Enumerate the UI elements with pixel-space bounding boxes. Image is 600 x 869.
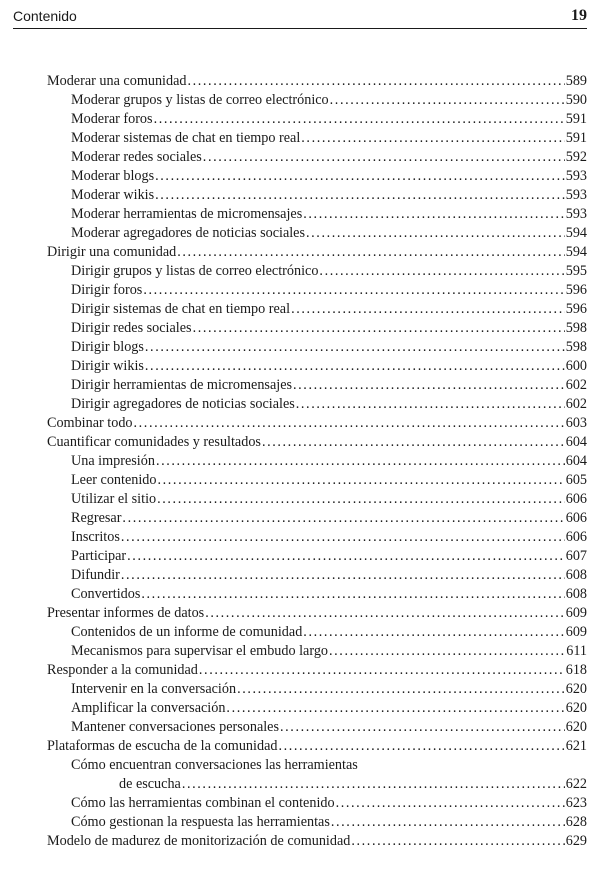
dot-leader <box>177 243 564 262</box>
toc-entry <box>47 718 587 737</box>
toc-entry-title: Contenidos de un informe de comunidad <box>71 624 303 640</box>
toc-entry <box>47 414 587 433</box>
toc-entry <box>47 585 587 604</box>
toc-entry-title: Presentar informes de datos <box>47 605 205 621</box>
toc-entry-page-number: 608 <box>565 586 587 602</box>
toc-entry <box>47 167 587 186</box>
dot-leader <box>121 528 565 547</box>
toc-entry-title: Una impresión <box>71 453 155 469</box>
dot-leader <box>155 186 565 205</box>
toc-entry <box>47 547 587 566</box>
toc-entry <box>47 813 587 832</box>
toc-entry-title: Moderar wikis <box>71 187 155 203</box>
toc-entry <box>47 205 587 224</box>
toc-entry <box>47 243 587 262</box>
dot-leader <box>127 547 565 566</box>
toc-entry <box>47 91 587 110</box>
toc-entry-title: Cómo las herramientas combinan el contenido <box>71 795 335 811</box>
toc-entry-title: Moderar una comunidad <box>47 73 187 89</box>
toc-entry-title: Difundir <box>71 567 120 583</box>
toc-entry-title: Moderar grupos y listas de correo electrónico <box>71 92 329 108</box>
toc-entry <box>47 395 587 414</box>
toc-entry-page-number: 602 <box>565 377 587 393</box>
toc-entry-title: Dirigir foros <box>71 282 143 298</box>
toc-entry-title: Moderar blogs <box>71 168 155 184</box>
toc-entry-page-number: 622 <box>565 776 587 792</box>
dot-leader <box>145 357 565 376</box>
toc-entry <box>47 680 587 699</box>
toc-entry-page-number: 607 <box>565 548 587 564</box>
toc-entry <box>47 338 587 357</box>
toc-entry-page-number: 604 <box>565 434 587 450</box>
toc-entry-title: Dirigir una comunidad <box>47 244 177 260</box>
dot-leader <box>154 110 565 129</box>
toc-entry-page-number: 628 <box>565 814 587 830</box>
toc-entry-page-number: 606 <box>565 510 587 526</box>
toc-entry-page-number: 590 <box>565 92 587 108</box>
toc-entry-page-number: 623 <box>565 795 587 811</box>
toc-entry <box>47 262 587 281</box>
toc-entry-page-number: 589 <box>565 73 587 89</box>
toc-entry-title: Mecanismos para supervisar el embudo largo <box>71 643 329 659</box>
toc-entry <box>47 319 587 338</box>
toc-entry-page-number: 593 <box>565 206 587 222</box>
toc-entry-title: Cómo encuentran conversaciones las herramientas <box>71 757 358 773</box>
toc-entry <box>47 756 587 794</box>
toc-entry <box>47 832 587 851</box>
toc-entry-title: Leer contenido <box>71 472 157 488</box>
dot-leader <box>203 148 565 167</box>
dot-leader <box>293 376 565 395</box>
toc-entry <box>47 357 587 376</box>
toc-entry-page-number: 591 <box>565 111 587 127</box>
toc-entry-page-number: 609 <box>565 624 587 640</box>
toc-entry-page-number: 600 <box>565 358 587 374</box>
toc-entry-page-number: 606 <box>565 491 587 507</box>
toc-entry <box>47 452 587 471</box>
toc-entry-page-number: 592 <box>565 149 587 165</box>
toc-entry-title: Cuantificar comunidades y resultados <box>47 434 261 450</box>
dot-leader <box>280 718 565 737</box>
header-page-number: 19 <box>571 7 587 24</box>
toc-entry-title: Intervenir en la conversación <box>71 681 237 697</box>
toc-entry-title: Mantener conversaciones personales <box>71 719 279 735</box>
toc-entry-page-number: 618 <box>565 662 587 678</box>
dot-leader <box>301 129 564 148</box>
toc-entry <box>47 661 587 680</box>
toc-entry-page-number: 594 <box>565 225 587 241</box>
toc-entry-page-number: 593 <box>565 187 587 203</box>
header-section-title: Contenido <box>13 8 77 24</box>
toc-entry <box>47 129 587 148</box>
toc-entry-title: Moderar redes sociales <box>71 149 202 165</box>
dot-leader <box>141 585 564 604</box>
toc-entry-page-number: 594 <box>565 244 587 260</box>
toc-entry-page-number: 608 <box>565 567 587 583</box>
toc-entry-title: Dirigir agregadores de noticias sociales <box>71 396 295 412</box>
toc-entry-title: Responder a la comunidad <box>47 662 198 678</box>
toc-entry-page-number: 629 <box>565 833 587 849</box>
running-header <box>13 6 587 29</box>
toc-entry-title-continuation: de escucha <box>119 776 181 792</box>
toc-entry-page-number: 620 <box>565 700 587 716</box>
toc-entry-page-number: 604 <box>565 453 587 469</box>
dot-leader <box>199 661 565 680</box>
toc-entry-title: Dirigir sistemas de chat en tiempo real <box>71 301 291 317</box>
toc-entry-page-number: 620 <box>565 719 587 735</box>
toc-entry-page-number: 602 <box>565 396 587 412</box>
dot-leader <box>329 642 565 661</box>
toc-entry <box>47 471 587 490</box>
toc-entry-title: Dirigir wikis <box>71 358 144 374</box>
toc-entry-title: Dirigir grupos y listas de correo electrónico <box>71 263 319 279</box>
toc-entry-title: Moderar foros <box>71 111 153 127</box>
toc-entry-page-number: 609 <box>565 605 587 621</box>
toc-entry <box>47 300 587 319</box>
toc-entry <box>47 604 587 623</box>
dot-leader <box>187 72 564 91</box>
toc-entry-page-number: 603 <box>565 415 587 431</box>
toc-entry-title: Amplificar la conversación <box>71 700 226 716</box>
toc-entry-page-number: 596 <box>565 282 587 298</box>
toc-entry-title: Moderar herramientas de micromensajes <box>71 206 303 222</box>
toc-entry <box>47 566 587 585</box>
toc-entry-page-number: 606 <box>565 529 587 545</box>
dot-leader <box>182 775 565 794</box>
toc-entry <box>47 642 587 661</box>
toc-entry-page-number: 620 <box>565 681 587 697</box>
dot-leader <box>226 699 564 718</box>
toc-entry <box>47 623 587 642</box>
dot-leader <box>134 414 565 433</box>
dot-leader <box>157 471 564 490</box>
toc-entry-page-number: 605 <box>565 472 587 488</box>
toc-entry <box>47 699 587 718</box>
toc-entry-title: Combinar todo <box>47 415 133 431</box>
dot-leader <box>205 604 565 623</box>
toc-entry-title: Dirigir blogs <box>71 339 144 355</box>
toc-entry-title: Utilizar el sitio <box>71 491 157 507</box>
toc-entry-page-number: 621 <box>565 738 587 754</box>
dot-leader <box>237 680 565 699</box>
toc-entry <box>47 110 587 129</box>
toc-entry <box>47 281 587 300</box>
toc-entry <box>47 490 587 509</box>
toc-entry-title: Plataformas de escucha de la comunidad <box>47 738 278 754</box>
dot-leader <box>278 737 564 756</box>
toc-entry-title: Convertidos <box>71 586 141 602</box>
dot-leader <box>331 813 565 832</box>
table-of-contents <box>47 72 587 851</box>
dot-leader <box>319 262 564 281</box>
toc-entry <box>47 148 587 167</box>
dot-leader <box>122 509 564 528</box>
toc-entry-page-number: 595 <box>565 263 587 279</box>
toc-entry <box>47 509 587 528</box>
toc-entry-title: Regresar <box>71 510 122 526</box>
toc-entry-page-number: 596 <box>565 301 587 317</box>
toc-entry-page-number: 611 <box>566 643 587 659</box>
dot-leader <box>296 395 565 414</box>
dot-leader <box>330 91 565 110</box>
toc-entry-title: Modelo de madurez de monitorización de comunidad <box>47 833 351 849</box>
dot-leader <box>193 319 565 338</box>
toc-entry <box>47 224 587 243</box>
toc-entry <box>47 186 587 205</box>
toc-entry-title: Moderar agregadores de noticias sociales <box>71 225 305 241</box>
toc-entry <box>47 528 587 547</box>
dot-leader <box>336 794 565 813</box>
toc-entry <box>47 72 587 91</box>
toc-entry <box>47 794 587 813</box>
toc-entry-page-number: 598 <box>565 320 587 336</box>
toc-entry <box>47 737 587 756</box>
toc-entry-title: Cómo gestionan la respuesta las herramientas <box>71 814 330 830</box>
toc-entry-title: Inscritos <box>71 529 120 545</box>
dot-leader <box>145 338 565 357</box>
dot-leader <box>155 167 565 186</box>
toc-entry-title: Dirigir redes sociales <box>71 320 192 336</box>
toc-entry-title: Moderar sistemas de chat en tiempo real <box>71 130 301 146</box>
dot-leader <box>262 433 565 452</box>
dot-leader <box>121 566 565 585</box>
dot-leader <box>303 205 564 224</box>
dot-leader <box>143 281 564 300</box>
toc-entry <box>47 376 587 395</box>
toc-entry-title: Participar <box>71 548 127 564</box>
dot-leader <box>157 490 565 509</box>
toc-entry-page-number: 593 <box>565 168 587 184</box>
dot-leader <box>306 224 565 243</box>
dot-leader <box>291 300 565 319</box>
toc-entry-page-number: 598 <box>565 339 587 355</box>
toc-entry <box>47 433 587 452</box>
toc-entry-title: Dirigir herramientas de micromensajes <box>71 377 293 393</box>
dot-leader <box>351 832 564 851</box>
dot-leader <box>156 452 565 471</box>
toc-entry-page-number: 591 <box>565 130 587 146</box>
dot-leader <box>303 623 564 642</box>
